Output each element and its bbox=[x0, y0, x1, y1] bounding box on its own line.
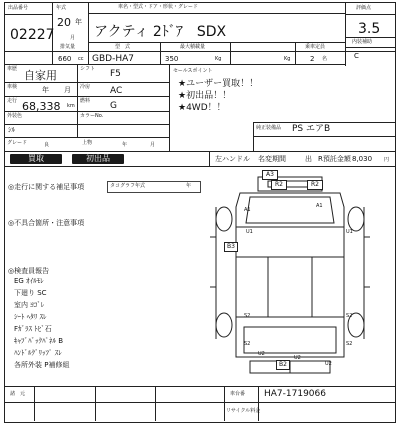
mileage-value: 68,338 bbox=[22, 100, 61, 113]
chassis-number: HA7-1719066 bbox=[264, 389, 326, 399]
upper-year-unit: 年 bbox=[122, 142, 128, 148]
color-value: ｼﾙ bbox=[8, 126, 15, 134]
first-listing-stamp: 初出品 bbox=[72, 154, 124, 164]
damage-mark-s2: S2 bbox=[244, 313, 251, 319]
color-label: 外装色 bbox=[7, 113, 23, 119]
report-line: EG ｵｲﾙﾓﾚ bbox=[14, 277, 44, 285]
recycle-unit: 円 bbox=[384, 157, 390, 163]
history-value: 自家用 bbox=[24, 69, 57, 82]
displacement-label: 排気量 bbox=[60, 44, 76, 50]
damage-mark-a3: A3 bbox=[262, 170, 278, 180]
mileage-unit: km bbox=[67, 103, 75, 109]
capacity-value: 2 bbox=[310, 55, 315, 63]
upper-label: 上物 bbox=[82, 140, 93, 146]
int-value: C bbox=[354, 52, 359, 60]
tacho-label: タコグラフ年式 bbox=[110, 183, 146, 189]
shift-label: シフト bbox=[80, 66, 96, 72]
capacity-unit: 名 bbox=[322, 56, 328, 62]
displacement-value: 660 bbox=[58, 55, 72, 63]
lot-number: 02227 bbox=[10, 27, 55, 43]
selling-point-2: ★初出品！！ bbox=[178, 91, 232, 101]
recycle-fee-label: リサイクル料金 bbox=[226, 408, 261, 414]
good-label: 良 bbox=[44, 142, 50, 148]
tacho-year-unit: 年 bbox=[186, 183, 192, 189]
report-line: ｷｬﾌﾞﾊﾞｯｸﾊﾟﾈﾙ B bbox=[14, 337, 64, 345]
model-code: GBD-HA7 bbox=[92, 54, 134, 64]
name-change-label: 名変期間 bbox=[258, 155, 286, 163]
fuel-label: 燃料 bbox=[80, 98, 91, 104]
chassis-label: 車台番 bbox=[230, 391, 246, 397]
color-no-label: カラーNo. bbox=[80, 113, 104, 119]
inspection-label: 車検 bbox=[7, 84, 18, 90]
report-line: 下廻り SC bbox=[14, 289, 47, 297]
ac-value: AC bbox=[110, 86, 123, 96]
inspector-report-title: ◎検査員報告 bbox=[8, 267, 50, 275]
damage-mark-u2: U2 bbox=[325, 361, 332, 367]
recycle-label: R預託金額 bbox=[318, 155, 351, 163]
report-line: 各所外装 P補修組 bbox=[14, 361, 70, 369]
grade-label: 評価点 bbox=[356, 5, 372, 11]
selling-point-1: ★ユーザー買取！！ bbox=[178, 79, 259, 89]
year-unit: 年 bbox=[75, 18, 82, 26]
inspection-month-unit: 月 bbox=[64, 86, 71, 94]
damage-mark-a1: A1 bbox=[244, 207, 251, 213]
buy-stamp: 買取 bbox=[10, 154, 62, 164]
options-label: 純正装備品 bbox=[256, 125, 282, 131]
car-damage-diagram bbox=[210, 167, 395, 377]
report-line: 室内 ﾖｺﾞﾚ bbox=[14, 301, 45, 309]
damage-mark-u1: U1 bbox=[346, 229, 353, 235]
damage-mark-s2: S2 bbox=[346, 313, 353, 319]
fuel-value: G bbox=[110, 101, 117, 111]
defect-notes-title: ◎不具合箇所・注意事項 bbox=[8, 219, 85, 227]
damage-mark-r2: R2 bbox=[307, 180, 323, 190]
car-name-label: 車名・型式・ドア・形状・グレード bbox=[118, 4, 198, 10]
report-line: ﾊﾝﾄﾞﾙｸﾞﾘｯﾌﾟ ｽﾚ bbox=[14, 349, 62, 357]
damage-mark-u2: U2 bbox=[258, 351, 265, 357]
month-unit: 月 bbox=[70, 35, 76, 41]
grade-row-label: グレード bbox=[7, 140, 28, 146]
kg-unit: Kg bbox=[284, 56, 291, 62]
damage-mark-r2: R2 bbox=[271, 180, 287, 190]
max-load-unit: Kg bbox=[215, 56, 222, 62]
selling-point-3: ★4WD！！ bbox=[178, 103, 226, 113]
damage-mark-u1: U1 bbox=[246, 229, 253, 235]
shift-value: F5 bbox=[110, 69, 121, 79]
damage-mark-u2: U2 bbox=[294, 355, 301, 361]
mileage-notes-title: ◎走行に関する補足事項 bbox=[8, 183, 85, 191]
mileage-label: 走行 bbox=[7, 98, 18, 104]
damage-mark-s2: S2 bbox=[346, 341, 353, 347]
selling-points-label: セールスポイント bbox=[173, 68, 213, 74]
upper-month-unit: 月 bbox=[150, 142, 156, 148]
report-line: ｼｰﾄ ﾍﾀﾘ ｽﾚ bbox=[14, 313, 47, 321]
capacity-label: 乗車定員 bbox=[305, 44, 326, 50]
damage-mark-s2: S2 bbox=[244, 341, 251, 347]
year-value: 20 bbox=[57, 16, 71, 29]
ac-label: 冷房 bbox=[80, 84, 91, 90]
options-value: PS エアB bbox=[292, 124, 331, 134]
handle-left: 左ハンドル bbox=[215, 155, 250, 163]
model-label: 型 式 bbox=[115, 44, 131, 50]
int-label: 内装補助 bbox=[352, 39, 373, 45]
displacement-unit: cc bbox=[78, 56, 84, 62]
report-line: Fｶﾞﾗｽ ﾄﾋﾞ石 bbox=[14, 325, 52, 333]
max-load-value: 350 bbox=[165, 55, 179, 63]
year-label: 年式 bbox=[56, 5, 67, 11]
recycle-amount: 8,030 bbox=[352, 155, 373, 163]
damage-mark-b3: B3 bbox=[224, 242, 238, 252]
grade-score: 3.5 bbox=[358, 21, 381, 37]
lot-label: 出品番号 bbox=[8, 5, 29, 11]
inspection-year-unit: 年 bbox=[42, 86, 49, 94]
remarks-label: 諸 元 bbox=[10, 391, 26, 397]
car-name: アクティ 2ﾄﾞｱ SDX bbox=[94, 24, 227, 40]
damage-mark-b2: B2 bbox=[276, 360, 290, 370]
damage-mark-a1: A1 bbox=[316, 203, 323, 209]
max-load-label: 最大積載量 bbox=[180, 44, 206, 50]
history-label: 車歴 bbox=[7, 66, 18, 72]
name-change-note: 出 bbox=[305, 155, 312, 163]
